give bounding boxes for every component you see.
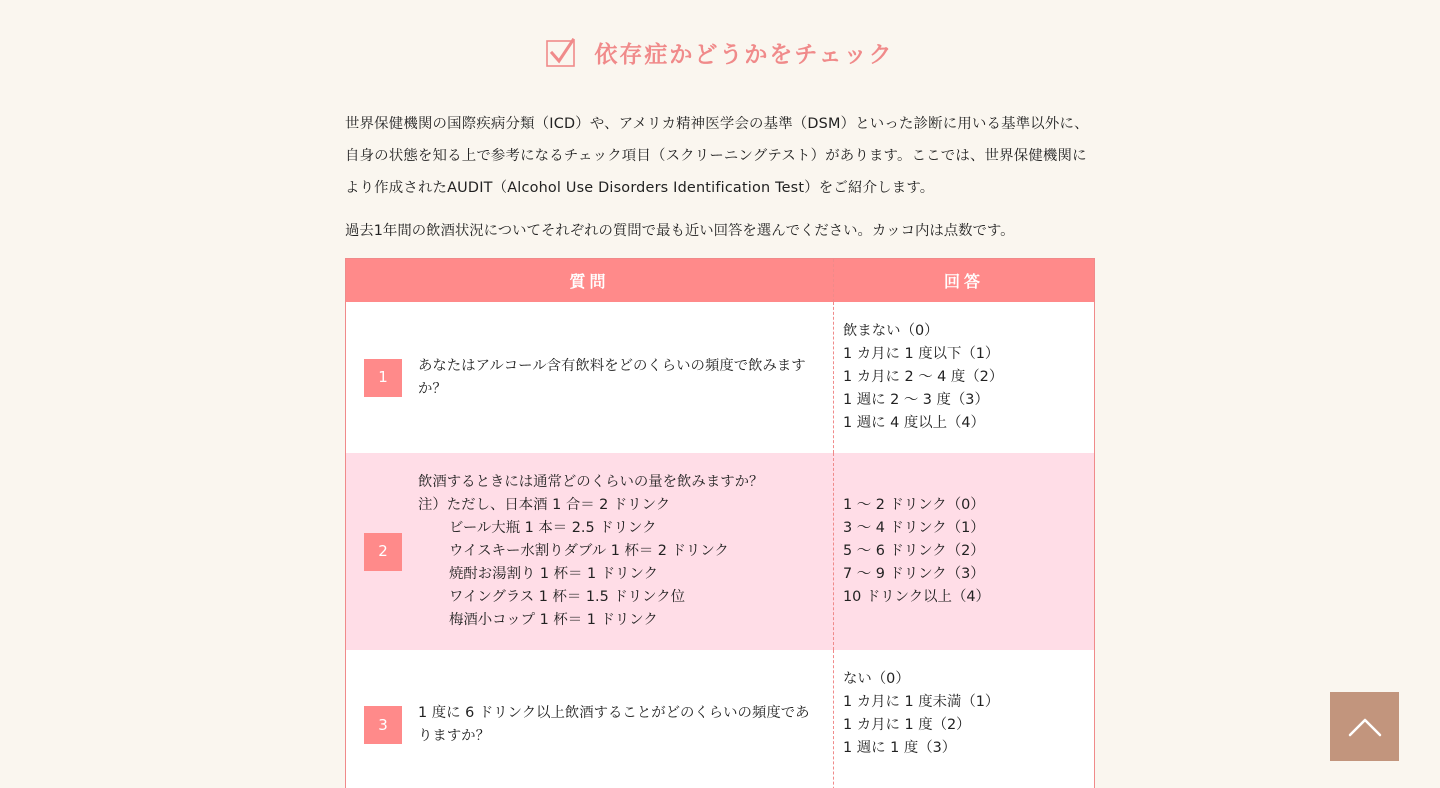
question-text — [418, 471, 821, 632]
question-note: ビール大瓶 1 本＝ 2.5 ドリンク — [449, 520, 657, 536]
question-line: 飲酒するときには通常どのくらいの量を飲みますか？ — [418, 474, 764, 490]
answer-option: 3 〜 4 ドリンク（1） — [843, 520, 985, 536]
answer-option: 1 カ月に 2 〜 4 度（2） — [843, 369, 1004, 385]
answer-cell — [834, 650, 1095, 788]
answer-option: 1 カ月に 1 度（2） — [843, 717, 971, 733]
answer-option: 7 〜 9 ドリンク（3） — [843, 566, 985, 582]
answer-option: 10 ドリンク以上（4） — [843, 589, 990, 605]
table-row — [346, 302, 1095, 453]
answer-option: 5 〜 6 ドリンク（2） — [843, 543, 985, 559]
checkbox-icon — [546, 38, 576, 68]
answer-option: ない（0） — [843, 671, 910, 687]
table-row — [346, 650, 1095, 788]
answer-option: 1 カ月に 1 度以下（1） — [843, 346, 1000, 362]
chevron-up-icon — [1348, 717, 1382, 737]
lead-paragraph: 過去1年間の飲酒状況についてそれぞれの質問で最も近い回答を選んでください。カッコ内は点数です。 — [345, 223, 1015, 239]
table-row — [346, 453, 1095, 650]
question-note: ワイングラス 1 杯＝ 1.5 ドリンク位 — [449, 589, 685, 605]
section-heading — [0, 36, 1440, 69]
answer-header: 回答 — [834, 259, 1095, 303]
question-note: ウイスキー水割りダブル 1 杯＝ 2 ドリンク — [449, 543, 729, 559]
question-note: 焼酎お湯割り 1 杯＝ 1 ドリンク — [449, 566, 659, 582]
answer-option: 1 週に 1 度（3） — [843, 740, 957, 756]
question-number-badge: 3 — [364, 706, 402, 744]
question-text — [418, 355, 821, 401]
question-cell — [346, 302, 834, 453]
question-note: 梅酒小コップ 1 杯＝ 1 ドリンク — [449, 612, 658, 628]
question-header: 質問 — [346, 259, 834, 303]
answer-option: 飲まない（0） — [843, 323, 939, 339]
question-note: 注）ただし、日本酒 1 合＝ 2 ドリンク — [418, 497, 671, 513]
section-title: 依存症かどうかをチェック — [594, 42, 894, 68]
scroll-to-top-button[interactable] — [1330, 692, 1399, 761]
question-line: あなたはアルコール含有飲料をどのくらいの頻度で飲みますか？ — [418, 357, 806, 397]
question-cell — [346, 453, 834, 650]
table-header-row — [346, 259, 1095, 303]
question-text — [418, 702, 821, 748]
answer-cell — [834, 453, 1095, 650]
audit-table — [345, 258, 1095, 788]
answer-option: 1 週に 4 度以上（4） — [843, 415, 985, 431]
intro-paragraph: 世界保健機関の国際疾病分類（ICD）や、アメリカ精神医学会の基準（DSM）といった診断に用いる基準以外に、自身の状態を知る上で参考になるチェック項目（スクリーニングテスト）があります。ここでは、世界保健機関により作成されたAUDIT（Alcohol Use Disorders Identification Test）をご紹介します。 — [345, 116, 1089, 196]
main-content — [345, 108, 1095, 788]
question-cell — [346, 650, 834, 788]
question-line: 1 度に 6 ドリンク以上飲酒することがどのくらいの頻度でありますか？ — [418, 705, 810, 744]
question-number-badge: 2 — [364, 533, 402, 571]
answer-option: 1 カ月に 1 度未満（1） — [843, 694, 1000, 710]
answer-option: 1 週に 2 〜 3 度（3） — [843, 392, 989, 408]
question-number-badge: 1 — [364, 359, 402, 397]
answer-option: 1 〜 2 ドリンク（0） — [843, 497, 985, 513]
answer-cell — [834, 302, 1095, 453]
